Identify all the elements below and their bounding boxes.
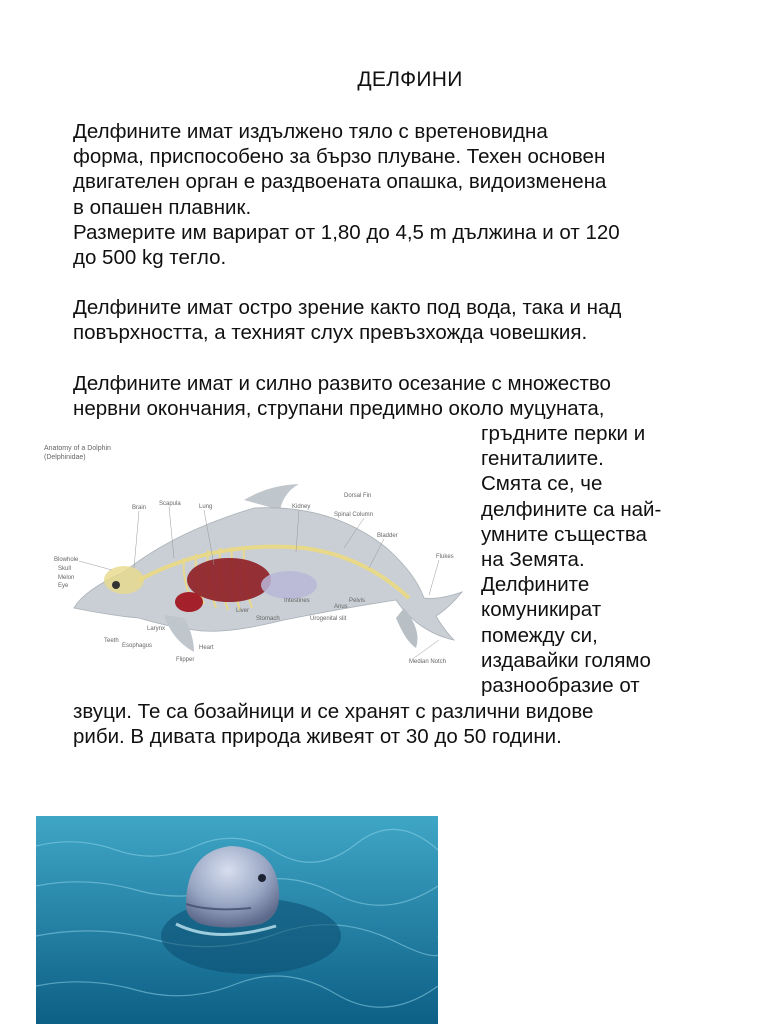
dolphin-photo [36, 816, 438, 1024]
label-blowhole: Blowhole [54, 557, 79, 563]
text-line: делфините са най- [481, 497, 662, 521]
label-bladder: Bladder [377, 533, 398, 539]
text-line: Размерите им варират от 1,80 до 4,5 m дължина и от 120 [73, 220, 620, 244]
paragraph-touch [73, 371, 611, 421]
label-melon: Melon [58, 575, 75, 581]
text-line: гениталиите. [481, 447, 604, 471]
text-line: Делфините имат остро зрение както под вода, така и над [73, 296, 622, 319]
eye-shape [112, 581, 120, 589]
label-scapula: Scapula [159, 501, 181, 507]
text-line: издавайки голямо [481, 648, 651, 672]
text-line: повърхността, а техният слух превъзхожда човешкия. [73, 321, 588, 345]
label-stomach: Stomach [256, 616, 280, 622]
text-line: разнообразие от [481, 674, 640, 698]
diagram-title: Anatomy of a Dolphin [44, 445, 111, 452]
lung-organ [187, 558, 271, 602]
page-title: ДЕЛФИНИ [357, 68, 463, 91]
text-line: умните същества [481, 522, 647, 546]
text-line: двигателен орган е раздвоената опашка, видоизменена [73, 170, 607, 194]
text-line: помежду си, [481, 623, 598, 647]
label-teeth: Teeth [104, 638, 119, 644]
label-urogenital-slit: Urogenital slit [310, 616, 347, 622]
label-eye: Eye [58, 583, 69, 589]
text-line: на Земята. [481, 548, 585, 572]
label-spinal-column: Spinal Column [334, 512, 374, 518]
dorsal-fin-shape [244, 484, 299, 510]
label-flukes: Flukes [436, 554, 454, 560]
heart-organ [175, 592, 203, 612]
label-dorsal-fin: Dorsal Fin [344, 493, 372, 499]
text-line: звуци. Те са бозайници и се хранят с различни видове [73, 700, 594, 723]
label-flipper: Flipper [176, 657, 195, 663]
label-esophagus: Esophagus [122, 643, 153, 649]
wrapped-text-column [481, 421, 661, 698]
text-line: Смята се, че [481, 472, 603, 496]
label-skull: Skull [58, 566, 72, 572]
label-anus: Anus [334, 604, 348, 610]
label-heart: Heart [199, 645, 214, 651]
paragraph-senses [73, 295, 621, 345]
dolphin-eye [258, 874, 266, 882]
label-larynx: Larynx [147, 626, 166, 632]
label-intestines: Intestines [284, 598, 310, 604]
text-line: Делфините имат издължено тяло с вретеновидна [73, 120, 548, 143]
skull-shape [104, 566, 144, 594]
paragraph-conclusion [73, 699, 593, 749]
text-line: нервни окончания, струпани предимно около муцуната, [73, 397, 605, 421]
text-line: в опашен плавник. [73, 195, 252, 219]
diagram-subtitle: (Delphinidae) [44, 454, 86, 461]
label-lung: Lung [199, 504, 213, 510]
text-line: Делфините имат и силно развито осезание с множество [73, 372, 611, 395]
label-pelvis: Pelvis [349, 598, 366, 604]
dolphin-anatomy-diagram [44, 430, 469, 670]
intestines-organ [261, 571, 317, 599]
label-kidney: Kidney [292, 504, 311, 510]
label-liver: Liver [236, 608, 250, 614]
text-line: гръдните перки и [481, 422, 646, 445]
text-line: Делфините [481, 573, 590, 597]
label-brain: Brain [132, 505, 147, 511]
paragraph-body-shape [73, 119, 620, 270]
text-line: риби. В дивата природа живеят от 30 до 50 години. [73, 725, 562, 749]
text-line: форма, приспособено за бързо плуване. Техен основен [73, 145, 606, 169]
text-line: до 500 kg тегло. [73, 246, 227, 270]
text-line: комуникират [481, 598, 602, 622]
label-median-notch: Median Notch [409, 659, 447, 665]
